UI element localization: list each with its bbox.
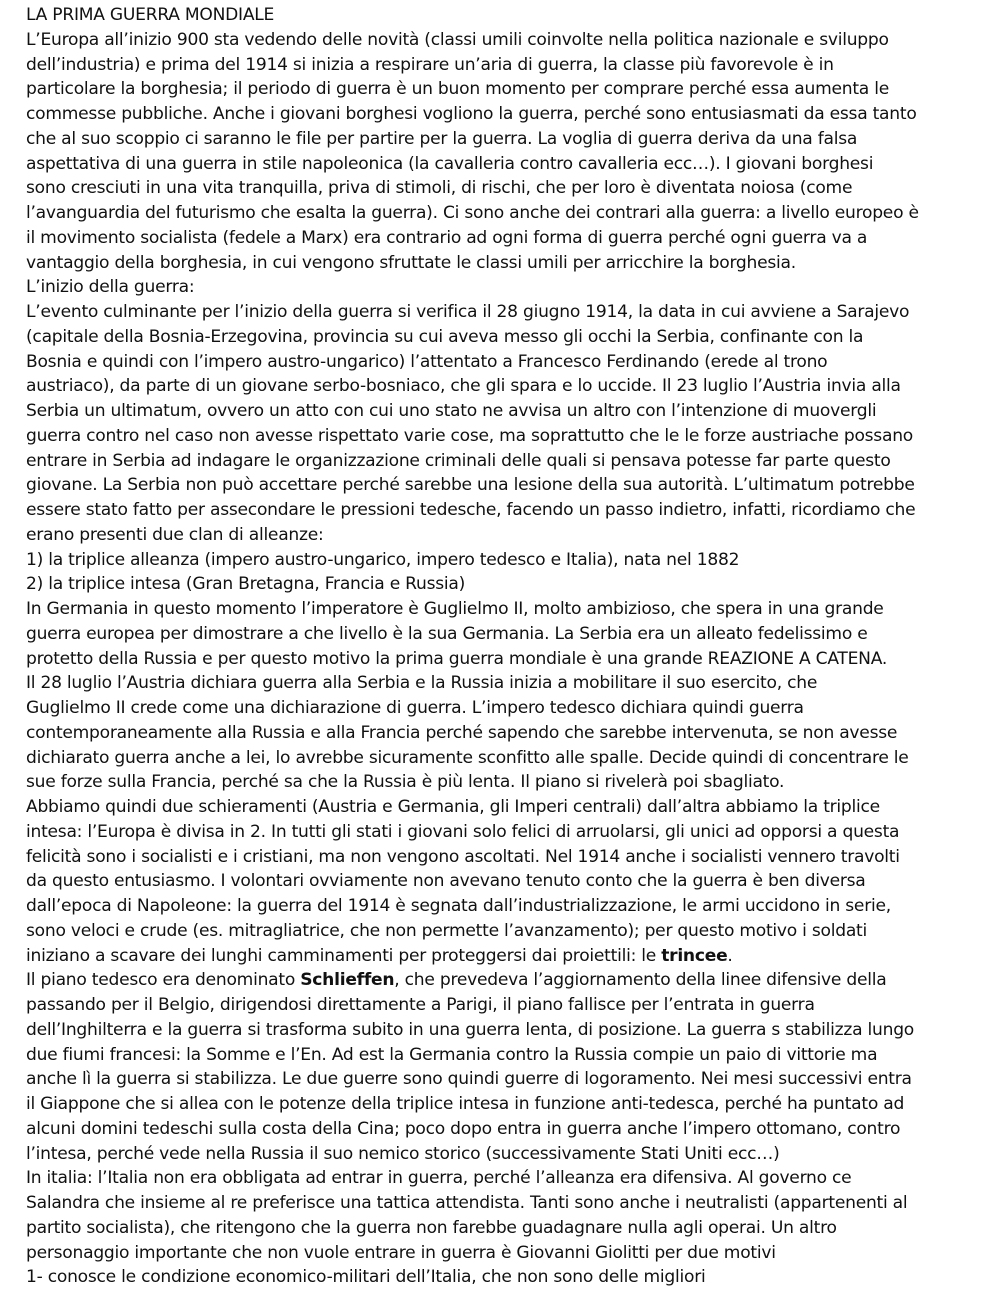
bold-term-trincee: trincee [661, 945, 728, 966]
text-line: da questo entusiasmo. I volontari ovviamente non avevano tenuto conto che la guerra è ben diversa [26, 871, 866, 892]
text-line: contemporaneamente alla Russia e alla Francia perché sapendo che sarebbe intervenuta, se non avesse [26, 722, 898, 743]
text-line: dell’Inghilterra e la guerra si trasforma subito in una guerra lenta, di posizione. La guerra s stabilizza lungo [26, 1019, 915, 1040]
text-run: iniziano a scavare dei lunghi camminamenti per proteggersi dai proiettili: le [26, 945, 662, 966]
text-line: austriaco), da parte di un giovane serbo-bosniaco, che gli spara e lo uccide. Il 23 luglio l’Austria invia alla [26, 376, 901, 397]
text-line: Salandra che insieme al re preferisce una tattica attendista. Tanti sono anche i neutralisti (appartenenti al [26, 1193, 908, 1213]
schlieffen-line [26, 968, 986, 993]
text-line: sono veloci e crude (es. mitragliatrice, che non permette l’avanzamento); per questo motivo i soldati [26, 920, 868, 941]
text-line: Bosnia e quindi con l’impero austro-ungarico) l’attentato a Francesco Ferdinando (erede al trono [26, 351, 828, 372]
text-line: dall’epoca di Napoleone: la guerra del 1914 è segnata dall’industrializzazione, le armi uccidono in serie, [26, 896, 891, 916]
text-line: 1- conosce le condizione economico-militari dell’Italia, che non sono delle migliori [26, 1267, 706, 1288]
text-line: guerra europea per dimostrare a che livello è la sua Germania. La Serbia era un alleato fedelissimo e [26, 623, 868, 644]
text-line: alcuni domini tedeschi sulla costa della Cina; poco dopo entra in guerra anche l’impero ottomano, contro [26, 1118, 901, 1139]
text-line: L’evento culminante per l’inizio della guerra si verifica il 28 giugno 1914, la data in cui avviene a Sarajevo [26, 302, 910, 322]
text-line: Il 28 luglio l’Austria dichiara guerra alla Serbia e la Russia inizia a mobilitare il suo esercito, che [26, 673, 818, 694]
text-line: 1) la triplice alleanza (impero austro-ungarico, impero tedesco e Italia), nata nel 1882 [26, 549, 740, 570]
text-line: Abbiamo quindi due schieramenti (Austria e Germania, gli Imperi centrali) dall’altra abbiamo la triplice [26, 797, 880, 817]
text-line: commesse pubbliche. Anche i giovani borghesi vogliono la guerra, perché sono entusiasmati da essa tanto [26, 104, 917, 124]
text-line: aspettativa di una guerra in stile napoleonica (la cavalleria contro cavalleria ecc…). I giovani borghesi [26, 153, 874, 174]
text-line: l’avanguardia del futurismo che esalta la guerra). Ci sono anche dei contrari alla guerra: a livello europeo è [26, 203, 919, 223]
text-line: L’inizio della guerra: [26, 277, 195, 298]
text-line: sue forze sulla Francia, perché sa che la Russia è più lenta. Il piano si rivelerà poi sbagliato. [26, 772, 785, 793]
text-line: dell’industria) e prima del 1914 si inizia a respirare un’aria di guerra, la classe più favorevole è in [26, 54, 834, 75]
text-line: giovane. La Serbia non può accettare perché sarebbe una lesione della sua autorità. L’ultimatum potrebbe [26, 475, 915, 496]
text-line: passando per il Belgio, dirigendosi direttamente a Parigi, il piano fallisce per l’entrata in guerra [26, 995, 815, 1015]
text-run: Il piano tedesco era denominato [26, 970, 301, 991]
text-run: , che prevedeva l’aggiornamento della linee difensive della [394, 970, 887, 991]
text-line: In italia: l’Italia non era obbligata ad entrar in guerra, perché l’alleanza era difensiva. Al governo ce [26, 1168, 852, 1189]
text-line: dichiarato guerra anche a lei, lo avrebbe sicuramente sconfitto alle spalle. Decide quindi di concentrare le [26, 747, 909, 768]
text-line: il movimento socialista (fedele a Marx) era contrario ad ogni forma di guerra perché ogni guerra va a [26, 227, 868, 248]
text-line: In Germania in questo momento l’imperatore è Guglielmo II, molto ambizioso, che spera in una grande [26, 599, 884, 619]
text-line: L’Europa all’inizio 900 sta vedendo delle novità (classi umili coinvolte nella politica nazionale e sviluppo [26, 29, 889, 50]
text-line: 2) la triplice intesa (Gran Bretagna, Francia e Russia) [26, 574, 466, 595]
text-line: l’intesa, perché vede nella Russia il suo nemico storico (successivamente Stati Uniti ecc…) [26, 1143, 780, 1164]
text-line: (capitale della Bosnia-Erzegovina, provincia su cui aveva messo gli occhi la Serbia, confinante con la [26, 326, 864, 347]
document-title: LA PRIMA GUERRA MONDIALE [26, 5, 275, 25]
trincee-line [26, 944, 986, 969]
text-line: essere stato fatto per assecondare le pressioni tedesche, facendo un passo indietro, infatti, ricordiamo che [26, 500, 916, 520]
document-page [26, 3, 986, 1290]
text-line: anche lì la guerra si stabilizza. Le due guerre sono quindi guerre di logoramento. Nei mesi successivi entra [26, 1069, 912, 1090]
text-line: erano presenti due clan di alleanze: [26, 524, 324, 545]
text-line: due fiumi francesi: la Somme e l’En. Ad est la Germania contro la Russia compie un paio di vittorie ma [26, 1044, 878, 1065]
text-line: entrare in Serbia ad indagare le organizzazione criminali delle quali si pensava potesse far parte questo [26, 450, 891, 471]
text-line: protetto della Russia e per questo motivo la prima guerra mondiale è una grande REAZIONE A CATENA. [26, 648, 888, 669]
text-line: felicità sono i socialisti e i cristiani, ma non vengono ascoltati. Nel 1914 anche i socialisti vennero travolti [26, 846, 900, 867]
text-line: sono cresciuti in una vita tranquilla, priva di stimoli, di rischi, che per loro è diventata noiosa (come [26, 178, 853, 199]
body-text-part-1 [26, 28, 986, 944]
text-line: intesa: l’Europa è divisa in 2. In tutti gli stati i giovani solo felici di arruolarsi, gli unici ad opporsi a questa [26, 821, 900, 842]
bold-term-schlieffen: Schlieffen [300, 970, 395, 991]
text-line: vantaggio della borghesia, in cui vengono sfruttate le classi umili per arricchire la borghesia. [26, 252, 796, 273]
text-line: particolare la borghesia; il periodo di guerra è un buon momento per comprare perché essa aumenta le [26, 79, 889, 100]
text-line: partito socialista), che ritengono che la guerra non farebbe guadagnare nulla agli operai. Un altro [26, 1217, 837, 1238]
text-line: Serbia un ultimatum, ovvero un atto con cui uno stato ne avvisa un altro con l’intenzione di muovergli [26, 401, 877, 421]
text-line: che al suo scoppio ci saranno le file per partire per la guerra. La voglia di guerra deriva da una falsa [26, 128, 858, 149]
text-line: il Giappone che si allea con le potenze della triplice intesa in funzione anti-tedesca, perché ha puntato ad [26, 1094, 905, 1114]
text-line: Guglielmo II crede come una dichiarazione di guerra. L’impero tedesco dichiara quindi guerra [26, 698, 804, 718]
text-line: guerra contro nel caso non avesse rispettato varie cose, ma soprattutto che le le forze austriache possano [26, 425, 913, 446]
body-text-part-2 [26, 993, 986, 1290]
text-run: . [727, 945, 733, 966]
text-line: personaggio importante che non vuole entrare in guerra è Giovanni Giolitti per due motivi [26, 1242, 776, 1263]
